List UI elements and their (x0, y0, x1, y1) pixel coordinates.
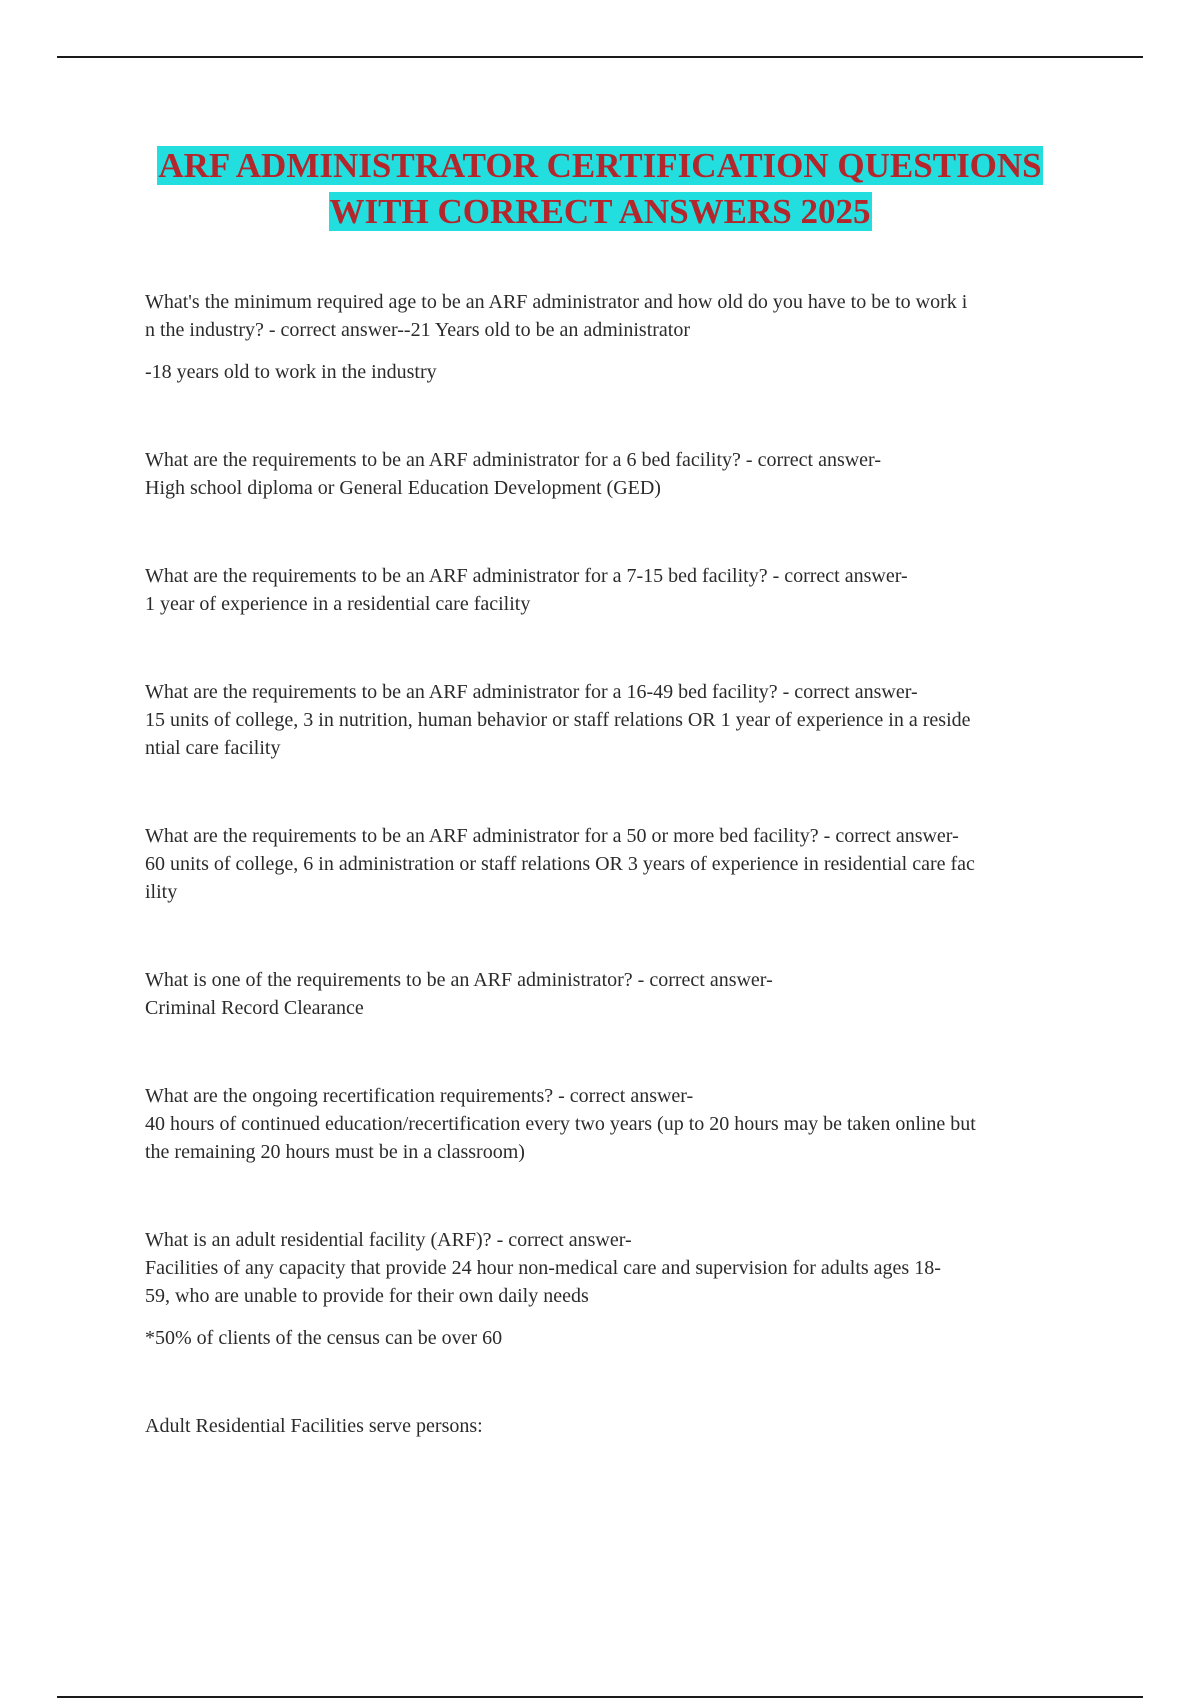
qa-item (145, 822, 1095, 906)
spacer (145, 906, 1095, 966)
spacer (145, 1166, 1095, 1226)
qa-line: What's the minimum required age to be an ARF administrator and how old do you have to be to work i (145, 291, 968, 313)
qa-line: 15 units of college, 3 in nutrition, human behavior or staff relations OR 1 year of experience in a reside (145, 709, 971, 731)
spacer (145, 386, 1095, 446)
spacer (145, 502, 1095, 562)
qa-line: 60 units of college, 6 in administration or staff relations OR 3 years of experience in residential care fac (145, 853, 975, 875)
qa-line: What is an adult residential facility (ARF)? - correct answer- (145, 1229, 632, 1251)
qa-item (145, 1082, 1095, 1166)
qa-item (145, 1226, 1095, 1352)
qa-item (145, 966, 1095, 1022)
qa-line: What is one of the requirements to be an ARF administrator? - correct answer- (145, 969, 773, 991)
qa-item (145, 446, 1095, 502)
spacer (145, 1352, 1095, 1412)
qa-line: Adult Residential Facilities serve persons: (145, 1415, 483, 1437)
qa-line: What are the requirements to be an ARF administrator for a 16-49 bed facility? - correct answer- (145, 681, 918, 703)
qa-item (145, 562, 1095, 618)
qa-line: Criminal Record Clearance (145, 997, 364, 1019)
qa-line: ntial care facility (145, 737, 281, 759)
top-divider (57, 56, 1143, 58)
title-line-2: WITH CORRECT ANSWERS 2025 (329, 192, 871, 231)
qa-line: What are the requirements to be an ARF administrator for a 50 or more bed facility? - correct answer- (145, 825, 959, 847)
spacer (145, 762, 1095, 822)
qa-line: High school diploma or General Education Development (GED) (145, 477, 661, 499)
qa-line: ility (145, 881, 178, 903)
qa-line: 40 hours of continued education/recertification every two years (up to 20 hours may be taken online but (145, 1113, 976, 1135)
qa-line: What are the ongoing recertification requirements? - correct answer- (145, 1085, 694, 1107)
bottom-divider (57, 1696, 1143, 1698)
qa-item (145, 288, 1095, 386)
qa-line: What are the requirements to be an ARF administrator for a 6 bed facility? - correct answer- (145, 449, 881, 471)
qa-line: What are the requirements to be an ARF administrator for a 7-15 bed facility? - correct answer- (145, 565, 908, 587)
qa-line: Facilities of any capacity that provide 24 hour non-medical care and supervision for adults ages 18- (145, 1257, 941, 1279)
document-title (60, 143, 1140, 235)
qa-item (145, 678, 1095, 762)
qa-line: 1 year of experience in a residential care facility (145, 593, 531, 615)
qa-line: n the industry? - correct answer--21 Years old to be an administrator (145, 319, 690, 341)
title-line-1: ARF ADMINISTRATOR CERTIFICATION QUESTIONS (158, 146, 1042, 185)
qa-item (145, 1412, 1095, 1440)
qa-line: 59, who are unable to provide for their own daily needs (145, 1285, 589, 1307)
spacer (145, 618, 1095, 678)
qa-list (145, 288, 1095, 1440)
qa-line: the remaining 20 hours must be in a classroom) (145, 1141, 525, 1163)
qa-note: -18 years old to work in the industry (145, 361, 437, 383)
qa-note: *50% of clients of the census can be over 60 (145, 1327, 503, 1349)
spacer (145, 1022, 1095, 1082)
